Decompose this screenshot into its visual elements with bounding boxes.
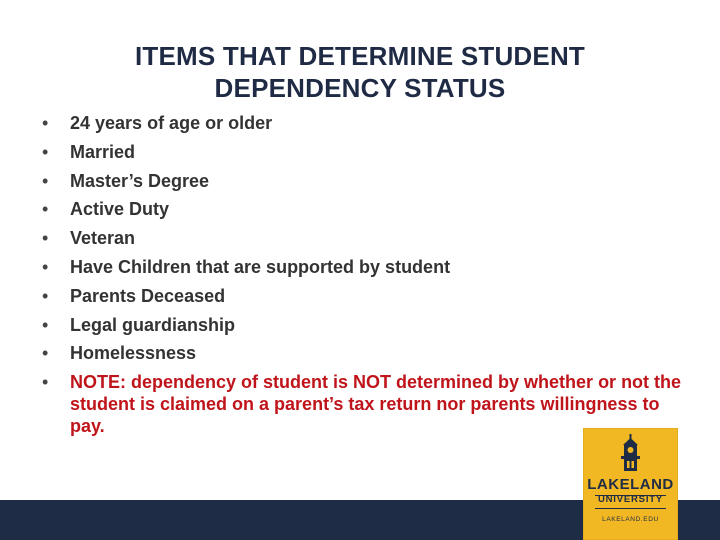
- bullet-icon: •: [42, 199, 49, 220]
- list-item: [42, 112, 692, 134]
- list-item-text: Parents Deceased: [70, 285, 226, 306]
- list-item: [42, 170, 692, 192]
- note-text: NOTE: dependency of student is NOT determined by whether or not the student is claimed on a parent’s tax return nor parents willingness to pay.: [70, 372, 682, 437]
- bullet-icon: •: [42, 170, 49, 191]
- bullet-icon: •: [42, 141, 49, 162]
- list-item: [42, 314, 692, 336]
- list-item: [42, 227, 692, 249]
- list-item-text: Active Duty: [70, 199, 170, 220]
- list-item: [42, 342, 692, 364]
- list-item-text: Legal guardianship: [70, 314, 236, 335]
- bullet-list: [42, 112, 692, 444]
- list-item-text: Veteran: [70, 228, 136, 249]
- bullet-icon: •: [42, 285, 49, 306]
- list-item-text: 24 years of age or older: [70, 113, 273, 133]
- list-item: [42, 256, 692, 278]
- bullet-icon: •: [42, 314, 49, 335]
- list-item-text: Master’s Degree: [70, 170, 210, 191]
- lakeland-university-logo: [583, 428, 678, 540]
- bullet-icon: •: [42, 256, 49, 277]
- logo-url: LAKELAND.EDU: [602, 516, 659, 523]
- bullet-icon: •: [42, 343, 49, 364]
- slide-title: [60, 40, 660, 104]
- list-item-text: Have Children that are supported by student: [70, 256, 451, 277]
- list-item-text: Homelessness: [70, 343, 197, 364]
- list-item: [42, 285, 692, 307]
- slide-title-line1: ITEMS THAT DETERMINE STUDENT: [135, 41, 585, 71]
- list-item: [42, 198, 692, 220]
- bullet-icon: •: [42, 113, 49, 133]
- logo-rule-bottom: [595, 508, 666, 509]
- list-item: [42, 141, 692, 163]
- tower-icon: [618, 434, 643, 472]
- bullet-icon: •: [42, 372, 49, 393]
- logo-line2: UNIVERSITY: [597, 494, 663, 505]
- list-item-text: Married: [70, 141, 136, 162]
- bullet-icon: •: [42, 228, 49, 249]
- slide-title-line2: DEPENDENCY STATUS: [214, 73, 506, 103]
- logo-line1: LAKELAND: [587, 476, 674, 493]
